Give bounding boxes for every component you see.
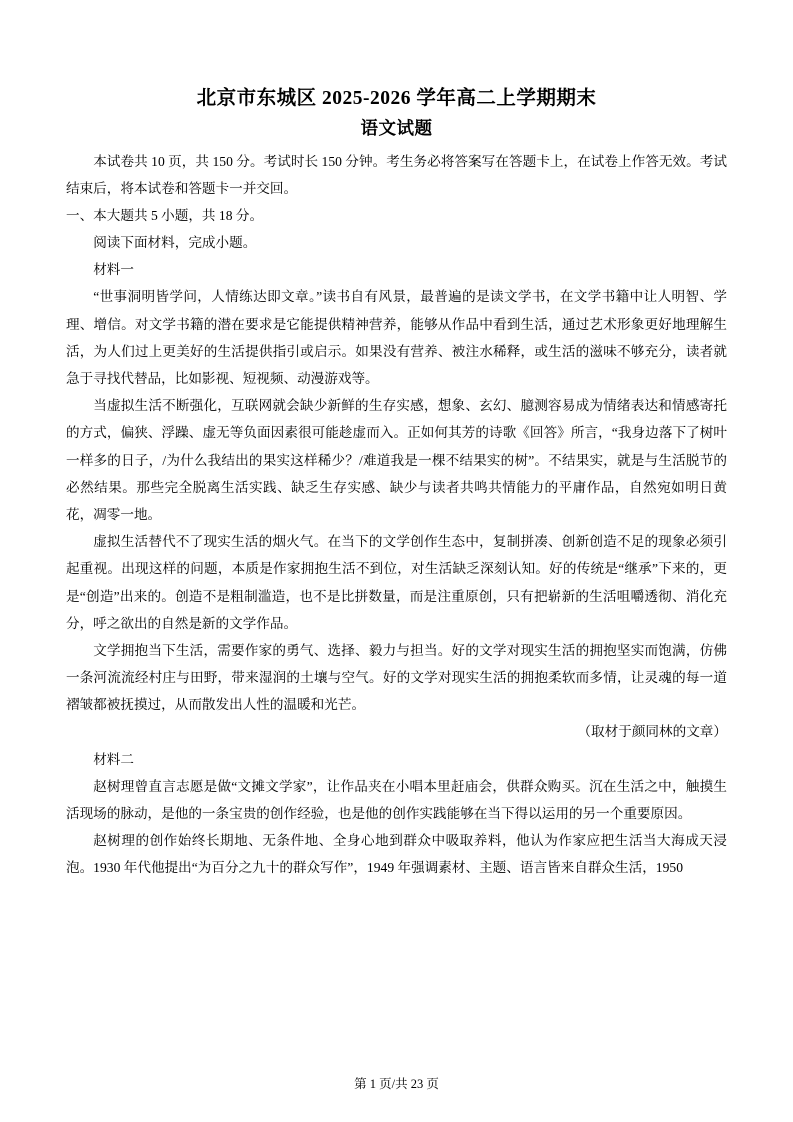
material-one-paragraph: “世事洞明皆学问，人情练达即文章。”读书自有风景，最普遍的是读文学书，在文学书籍中让人明智、学理、增信。对文学书籍的潜在要求是它能提供精神营养，能够从作品中看到生活，通过艺术形象更好地理解生活，为人们过上更美好的生活提供指引或启示。如果没有营养、被注水稀释，或生活的滋味不够充分，读者就急于寻找代替品，比如影视、短视频、动漫游戏等。 [66,289,727,386]
section-one-heading: 一、本大题共 5 小题，共 18 分。 [66,207,264,223]
material-one-paragraph: 虚拟生活替代不了现实生活的烟火气。在当下的文学创作生态中，复制拼凑、创新创造不足的现象必须引起重视。出现这样的问题，本质是作家拥抱生活不到位，对生活缺乏深刻认知。好的传统是“继承”下来的，更是“创造”出来的。创造不是粗制滥造，也不是比拼数量，而是注重原创，只有把崭新的生活咀嚼透彻、消化充分，呼之欲出的自然是新的文学作品。 [66,534,727,631]
page-footer: 第 1 页/共 23 页 [354,1077,439,1091]
reading-prompt: 阅读下面材料，完成小题。 [93,235,257,251]
page-subtitle: 语文试题 [360,118,433,139]
material-one-label: 材料一 [93,262,134,278]
exam-instructions: 本试卷共 10 页，共 150 分。考试时长 150 分钟。考生务必将答案写在答题卡上，在试卷上作答无效。考试结束后，将本试卷和答题卡一并交回。 [66,153,727,196]
material-one-paragraph: 文学拥抱当下生活，需要作家的勇气、选择、毅力与担当。好的文学对现实生活的拥抱坚实而饱满，仿佛一条河流流经村庄与田野，带来湿润的土壤与空气。好的文学对现实生活的拥抱柔软而多情，让灵魂的每一道褶皱都被抚摸过，从而散发出人性的温暖和光芒。 [66,642,727,713]
material-two-paragraph: 赵树理的创作始终长期地、无条件地、全身心地到群众中吸取养料，他认为作家应把生活当大海成天浸泡。1930 年代他提出“为百分之九十的群众写作”，1949 年强调素材、主题、语言皆来自群众生活，1950 [66,833,727,876]
material-two-paragraph: 赵树理曾直言志愿是做“文摊文学家”，让作品夹在小唱本里赶庙会，供群众购买。沉在生活之中，触摸生活现场的脉动，是他的一条宝贵的创作经验，也是他的创作实践能够在当下得以运用的另一个重要原因。 [66,778,727,821]
material-one-source: （取材于颜同林的文章） [577,724,727,740]
material-two-label: 材料二 [93,751,134,767]
material-one-paragraph: 当虚拟生活不断强化，互联网就会缺少新鲜的生存实感，想象、玄幻、臆测容易成为情绪表达和情感寄托的方式，偏狭、浮躁、虚无等负面因素很可能趁虚而入。正如何其芳的诗歌《回答》所言，“我身边落下了树叶一样多的日子，/为什么我结出的果实这样稀少？/难道我是一棵不结果实的树”。不结果实，就是与生活脱节的必然结果。那些完全脱离生活实践、缺乏生存实感、缺少与读者共鸣共情能力的平庸作品，自然宛如明日黄花，凋零一地。 [66,398,727,522]
page-title: 北京市东城区 2025-2026 学年高二上学期期末 [196,88,597,109]
